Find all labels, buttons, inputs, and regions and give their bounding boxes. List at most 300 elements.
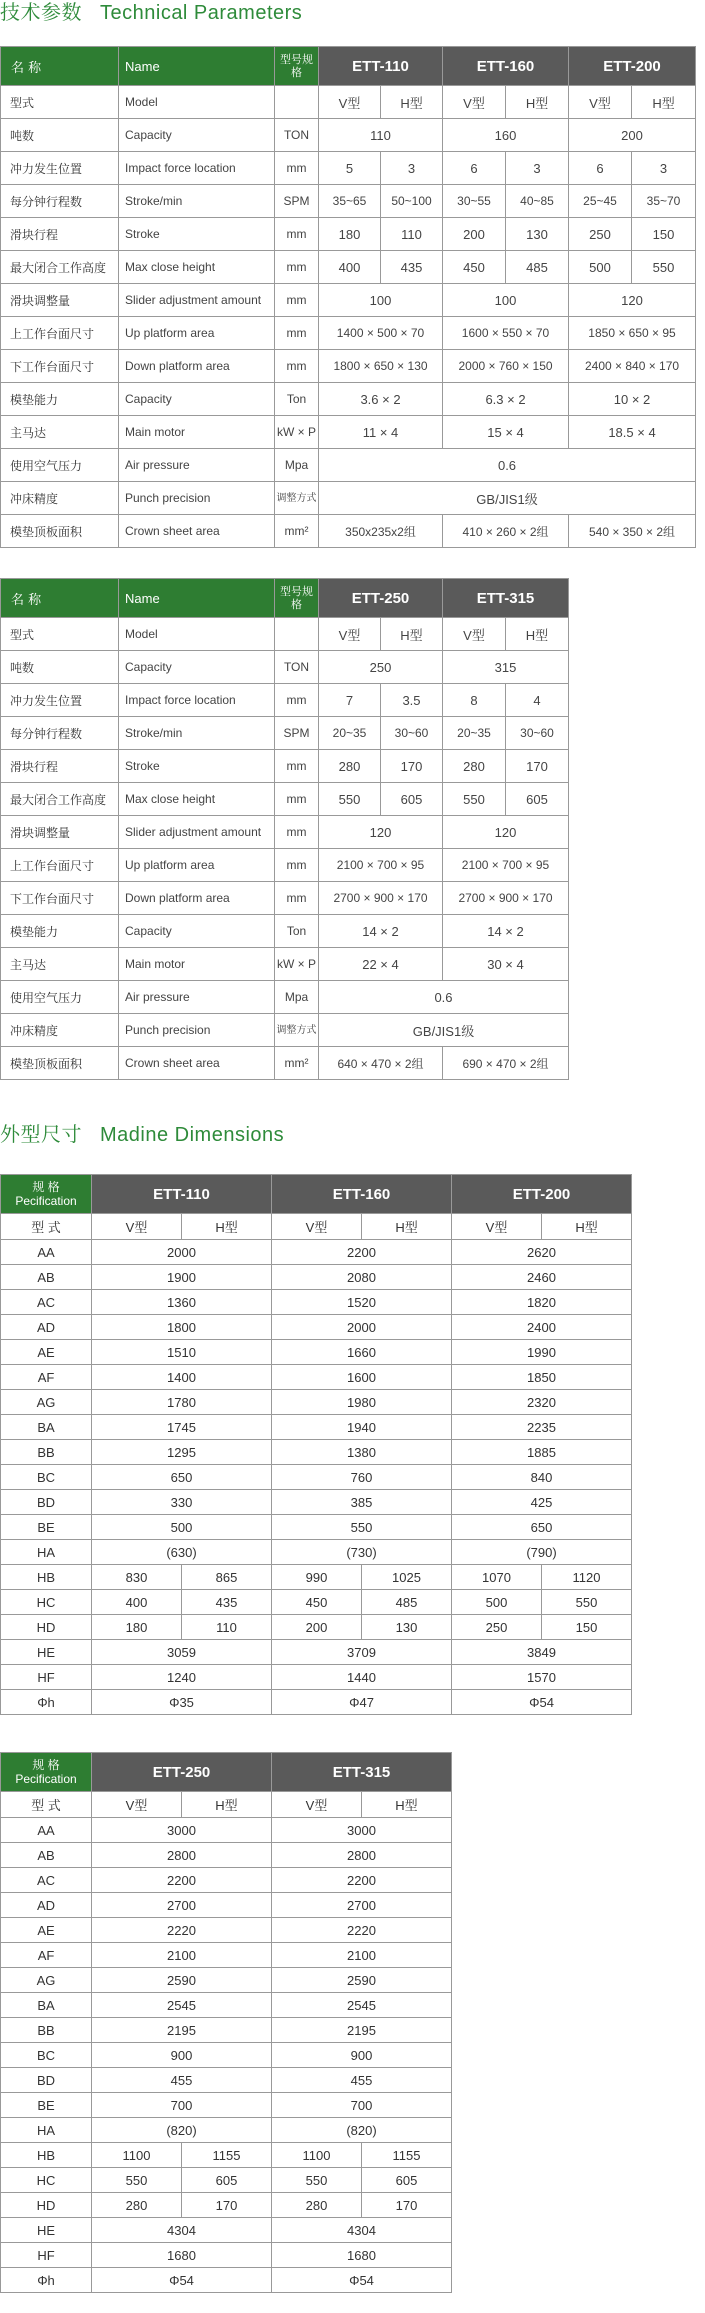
unit: 调整方式 (275, 1014, 319, 1047)
cell: 2800 (92, 1843, 272, 1868)
row-be (1, 2093, 452, 2118)
cell: 3000 (272, 1818, 452, 1843)
cell: 2080 (272, 1265, 452, 1290)
label: AA (1, 1240, 92, 1265)
cell: 1155 (362, 2143, 452, 2168)
tech-table-2 (0, 578, 569, 1080)
row-close-height (1, 251, 696, 284)
label: BC (1, 2043, 92, 2068)
unit (275, 86, 319, 119)
label-en: Capacity (119, 383, 275, 416)
row-air-pressure (1, 981, 569, 1014)
label: AD (1, 1893, 92, 1918)
cell: 315 (443, 651, 569, 684)
label-cn: 主马达 (1, 416, 119, 449)
cell: 110 (319, 119, 443, 152)
row-ac (1, 1868, 452, 1893)
unit: mm (275, 152, 319, 185)
row-type (1, 618, 569, 651)
cell: 1070 (452, 1565, 542, 1590)
cell: 550 (92, 2168, 182, 2193)
row-type (1, 1792, 452, 1818)
cell: 2200 (272, 1868, 452, 1893)
cell: 840 (452, 1465, 632, 1490)
unit: mm² (275, 515, 319, 548)
cell: 3709 (272, 1640, 452, 1665)
cell: 435 (182, 1590, 272, 1615)
row-aa (1, 1240, 632, 1265)
header-name-cn: 名 称 (1, 47, 119, 86)
label: HD (1, 1615, 92, 1640)
label-cn: 吨数 (1, 651, 119, 684)
label-en: Impact force location (119, 152, 275, 185)
label: AG (1, 1390, 92, 1415)
cell: 22 × 4 (319, 948, 443, 981)
label-en: Stroke/min (119, 185, 275, 218)
cell: 550 (632, 251, 696, 284)
label-cn: 滑块调整量 (1, 284, 119, 317)
label: HB (1, 1565, 92, 1590)
label-cn: 使用空气压力 (1, 981, 119, 1014)
unit: mm (275, 849, 319, 882)
row-af (1, 1365, 632, 1390)
row-aa (1, 1818, 452, 1843)
label-en: Punch precision (119, 1014, 275, 1047)
unit: SPM (275, 717, 319, 750)
technical-parameters-title (0, 0, 302, 25)
cell: 1155 (182, 2143, 272, 2168)
label: Φh (1, 1690, 92, 1715)
cell: 11 × 4 (319, 416, 443, 449)
cell: 400 (319, 251, 381, 284)
cell: 1380 (272, 1440, 452, 1465)
cell: 605 (362, 2168, 452, 2193)
cell: 6 (569, 152, 632, 185)
label-cn: 下工作台面尺寸 (1, 350, 119, 383)
label: 型 式 (1, 1792, 92, 1818)
row-punch-precision (1, 1014, 569, 1047)
cell: 2700 (92, 1893, 272, 1918)
unit: mm (275, 251, 319, 284)
label: HD (1, 2193, 92, 2218)
cell: (630) (92, 1540, 272, 1565)
cell: 35~65 (319, 185, 381, 218)
label: AC (1, 1290, 92, 1315)
cell: 2400 (452, 1315, 632, 1340)
cell: 30~60 (506, 717, 569, 750)
cell: 650 (452, 1515, 632, 1540)
label-cn: 冲床精度 (1, 1014, 119, 1047)
row-ab (1, 1265, 632, 1290)
cell: 100 (443, 284, 569, 317)
cell: Φ54 (92, 2268, 272, 2293)
model-ett-315: ETT-315 (272, 1753, 452, 1792)
cell: 130 (362, 1615, 452, 1640)
unit: kW × P (275, 948, 319, 981)
row-phi-h (1, 2268, 452, 2293)
cell: 3.6 × 2 (319, 383, 443, 416)
label-cn: 模垫顶板面积 (1, 1047, 119, 1080)
cell: Φ35 (92, 1690, 272, 1715)
cell: (820) (272, 2118, 452, 2143)
row-bd (1, 1490, 632, 1515)
dimension-table-1 (0, 1174, 632, 1715)
cell: 2200 (272, 1240, 452, 1265)
cell: 1745 (92, 1415, 272, 1440)
cell: 500 (92, 1515, 272, 1540)
dimension-table-2 (0, 1752, 452, 2293)
label-en: Down platform area (119, 350, 275, 383)
unit: Mpa (275, 981, 319, 1014)
label: BC (1, 1465, 92, 1490)
title-en: Madine Dimensions (100, 1124, 285, 1146)
row-crown-sheet (1, 515, 696, 548)
cell: 200 (569, 119, 696, 152)
cell: 10 × 2 (569, 383, 696, 416)
model-ett-315: ETT-315 (443, 579, 569, 618)
cell: V型 (452, 1214, 542, 1240)
label-en: Slider adjustment amount (119, 284, 275, 317)
cell: 5 (319, 152, 381, 185)
cell: 1100 (92, 2143, 182, 2168)
cell: 1780 (92, 1390, 272, 1415)
label-cn: 最大闭合工作高度 (1, 783, 119, 816)
cell: 2800 (272, 1843, 452, 1868)
cell: V型 (272, 1214, 362, 1240)
spec-en: Pecification (15, 1194, 77, 1208)
cell: H型 (362, 1792, 452, 1818)
unit: mm (275, 783, 319, 816)
row-bb (1, 1440, 632, 1465)
table-header-row (1, 1753, 452, 1792)
unit: 调整方式 (275, 482, 319, 515)
row-hd (1, 2193, 452, 2218)
cell: 830 (92, 1565, 182, 1590)
cell: V型 (319, 86, 381, 119)
cell: 280 (92, 2193, 182, 2218)
cell: 1025 (362, 1565, 452, 1590)
cell: 3.5 (381, 684, 443, 717)
cell: 2100 (272, 1943, 452, 1968)
cell: 2700 × 900 × 170 (443, 882, 569, 915)
label: AC (1, 1868, 92, 1893)
cell: 280 (319, 750, 381, 783)
cell: V型 (92, 1792, 182, 1818)
label-en: Max close height (119, 783, 275, 816)
cell: 2545 (92, 1993, 272, 2018)
cell: 1240 (92, 1665, 272, 1690)
cell: H型 (381, 86, 443, 119)
unit: mm (275, 284, 319, 317)
cell: 605 (506, 783, 569, 816)
cell: 1990 (452, 1340, 632, 1365)
cell: 2195 (92, 2018, 272, 2043)
cell: 330 (92, 1490, 272, 1515)
row-phi-h (1, 1690, 632, 1715)
cell: 25~45 (569, 185, 632, 218)
row-cushion-capacity (1, 915, 569, 948)
row-stroke (1, 218, 696, 251)
label-en: Crown sheet area (119, 1047, 275, 1080)
label: AA (1, 1818, 92, 1843)
unit (275, 618, 319, 651)
cell: 2200 (92, 1868, 272, 1893)
cell: (820) (92, 2118, 272, 2143)
row-hc (1, 2168, 452, 2193)
cell: 2100 × 700 × 95 (443, 849, 569, 882)
cell: 2545 (272, 1993, 452, 2018)
label-cn: 主马达 (1, 948, 119, 981)
label: BD (1, 2068, 92, 2093)
cell: 120 (569, 284, 696, 317)
row-main-motor (1, 948, 569, 981)
cell: 50~100 (381, 185, 443, 218)
cell: 2100 × 700 × 95 (319, 849, 443, 882)
cell: 20~35 (319, 717, 381, 750)
unit: mm (275, 684, 319, 717)
cell: 6 (443, 152, 506, 185)
title-en: Technical Parameters (100, 2, 303, 24)
cell: Φ54 (452, 1690, 632, 1715)
label: BA (1, 1993, 92, 2018)
label-en: Max close height (119, 251, 275, 284)
cell: 180 (319, 218, 381, 251)
cell: 865 (182, 1565, 272, 1590)
label-en: Air pressure (119, 981, 275, 1014)
row-ba (1, 1993, 452, 2018)
cell: V型 (92, 1214, 182, 1240)
row-be (1, 1515, 632, 1540)
row-impact (1, 152, 696, 185)
spec-cn: 规 格 (32, 1180, 60, 1194)
unit: mm (275, 218, 319, 251)
cell: 410 × 260 × 2组 (443, 515, 569, 548)
cell: 4 (506, 684, 569, 717)
model-ett-200: ETT-200 (569, 47, 696, 86)
label: 型 式 (1, 1214, 92, 1240)
row-impact (1, 684, 569, 717)
label: BD (1, 1490, 92, 1515)
cell: 1120 (542, 1565, 632, 1590)
label: AE (1, 1340, 92, 1365)
cell: 1980 (272, 1390, 452, 1415)
label-cn: 最大闭合工作高度 (1, 251, 119, 284)
cell: 250 (319, 651, 443, 684)
row-bb (1, 2018, 452, 2043)
cell: 605 (182, 2168, 272, 2193)
label: BE (1, 1515, 92, 1540)
cell: 455 (272, 2068, 452, 2093)
cell: 120 (443, 816, 569, 849)
cell: 485 (362, 1590, 452, 1615)
header-spec: 型号规格 (275, 579, 319, 618)
cell: 110 (381, 218, 443, 251)
unit: Mpa (275, 449, 319, 482)
label-cn: 模垫能力 (1, 383, 119, 416)
row-ha (1, 1540, 632, 1565)
label-en: Slider adjustment amount (119, 816, 275, 849)
cell: 455 (92, 2068, 272, 2093)
cell: Φ47 (272, 1690, 452, 1715)
cell: 2460 (452, 1265, 632, 1290)
cell: 170 (381, 750, 443, 783)
cell: 8 (443, 684, 506, 717)
row-main-motor (1, 416, 696, 449)
label-en: Capacity (119, 915, 275, 948)
cell: 3059 (92, 1640, 272, 1665)
row-ae (1, 1340, 632, 1365)
cell: 400 (92, 1590, 182, 1615)
row-bc (1, 1465, 632, 1490)
label-en: Main motor (119, 416, 275, 449)
label-en: Stroke (119, 750, 275, 783)
cell: 280 (272, 2193, 362, 2218)
cell: H型 (381, 618, 443, 651)
cell: 1900 (92, 1265, 272, 1290)
unit: SPM (275, 185, 319, 218)
row-ag (1, 1390, 632, 1415)
cell: 1400 × 500 × 70 (319, 317, 443, 350)
cell: 1800 × 650 × 130 (319, 350, 443, 383)
cell: 200 (443, 218, 506, 251)
label-en: Down platform area (119, 882, 275, 915)
cell: 1360 (92, 1290, 272, 1315)
cell: 4304 (272, 2218, 452, 2243)
tech-table-1 (0, 46, 696, 548)
cell: 4304 (92, 2218, 272, 2243)
cell: (790) (452, 1540, 632, 1565)
cell: 160 (443, 119, 569, 152)
label: HA (1, 2118, 92, 2143)
cell: 2100 (92, 1943, 272, 1968)
row-up-platform (1, 849, 569, 882)
label: HF (1, 2243, 92, 2268)
row-cushion-capacity (1, 383, 696, 416)
row-capacity (1, 119, 696, 152)
label-cn: 上工作台面尺寸 (1, 317, 119, 350)
cell: 250 (569, 218, 632, 251)
label-cn: 吨数 (1, 119, 119, 152)
label: HC (1, 1590, 92, 1615)
cell: 2220 (272, 1918, 452, 1943)
cell: 1850 × 650 × 95 (569, 317, 696, 350)
cell: 2320 (452, 1390, 632, 1415)
label-en: Stroke/min (119, 717, 275, 750)
cell: 1885 (452, 1440, 632, 1465)
cell: 20~35 (443, 717, 506, 750)
label-en: Main motor (119, 948, 275, 981)
label: HE (1, 1640, 92, 1665)
label-cn: 冲床精度 (1, 482, 119, 515)
row-ab (1, 1843, 452, 1868)
header-spec: 型号规格 (275, 47, 319, 86)
cell: 1600 × 550 × 70 (443, 317, 569, 350)
model-ett-160: ETT-160 (443, 47, 569, 86)
cell: 2235 (452, 1415, 632, 1440)
label-cn: 滑块行程 (1, 750, 119, 783)
cell: 1850 (452, 1365, 632, 1390)
label: HC (1, 2168, 92, 2193)
label-en: Impact force location (119, 684, 275, 717)
cell: 690 × 470 × 2组 (443, 1047, 569, 1080)
cell: 1400 (92, 1365, 272, 1390)
cell: 0.6 (319, 981, 569, 1014)
cell: 1520 (272, 1290, 452, 1315)
cell: 1660 (272, 1340, 452, 1365)
machine-dimensions-title (0, 1118, 284, 1147)
label-cn: 冲力发生位置 (1, 152, 119, 185)
cell: 650 (92, 1465, 272, 1490)
row-spm (1, 717, 569, 750)
row-down-platform (1, 350, 696, 383)
cell: 7 (319, 684, 381, 717)
cell: 30~55 (443, 185, 506, 218)
cell: GB/JIS1级 (319, 482, 696, 515)
row-close-height (1, 783, 569, 816)
row-af (1, 1943, 452, 1968)
label: AF (1, 1943, 92, 1968)
cell: 2195 (272, 2018, 452, 2043)
label-cn: 滑块调整量 (1, 816, 119, 849)
cell: 1100 (272, 2143, 362, 2168)
cell: GB/JIS1级 (319, 1014, 569, 1047)
cell: 500 (452, 1590, 542, 1615)
cell: 1295 (92, 1440, 272, 1465)
row-slider-adjustment (1, 816, 569, 849)
cell: 385 (272, 1490, 452, 1515)
cell: 1510 (92, 1340, 272, 1365)
cell: H型 (632, 86, 696, 119)
cell: 550 (272, 1515, 452, 1540)
row-crown-sheet (1, 1047, 569, 1080)
label-en: Punch precision (119, 482, 275, 515)
cell: 280 (443, 750, 506, 783)
model-ett-110: ETT-110 (319, 47, 443, 86)
table-header-row (1, 579, 569, 618)
row-hc (1, 1590, 632, 1615)
header-spec (1, 1175, 92, 1214)
row-stroke (1, 750, 569, 783)
unit: Ton (275, 383, 319, 416)
row-air-pressure (1, 449, 696, 482)
unit: kW × P (275, 416, 319, 449)
label-en: Crown sheet area (119, 515, 275, 548)
label-cn: 滑块行程 (1, 218, 119, 251)
label-cn: 模垫顶板面积 (1, 515, 119, 548)
row-capacity (1, 651, 569, 684)
cell: H型 (182, 1792, 272, 1818)
label-en: Up platform area (119, 849, 275, 882)
cell: 2700 × 900 × 170 (319, 882, 443, 915)
cell: 35~70 (632, 185, 696, 218)
header-name-en: Name (119, 579, 275, 618)
row-spm (1, 185, 696, 218)
model-ett-250: ETT-250 (319, 579, 443, 618)
cell: 450 (272, 1590, 362, 1615)
header-name-en: Name (119, 47, 275, 86)
row-ba (1, 1415, 632, 1440)
cell: 1570 (452, 1665, 632, 1690)
cell: 1600 (272, 1365, 452, 1390)
cell: 170 (506, 750, 569, 783)
unit: Ton (275, 915, 319, 948)
label-cn: 上工作台面尺寸 (1, 849, 119, 882)
label-cn: 每分钟行程数 (1, 717, 119, 750)
row-he (1, 1640, 632, 1665)
cell: 350x235x2组 (319, 515, 443, 548)
label-cn: 下工作台面尺寸 (1, 882, 119, 915)
cell: 2000 (92, 1240, 272, 1265)
